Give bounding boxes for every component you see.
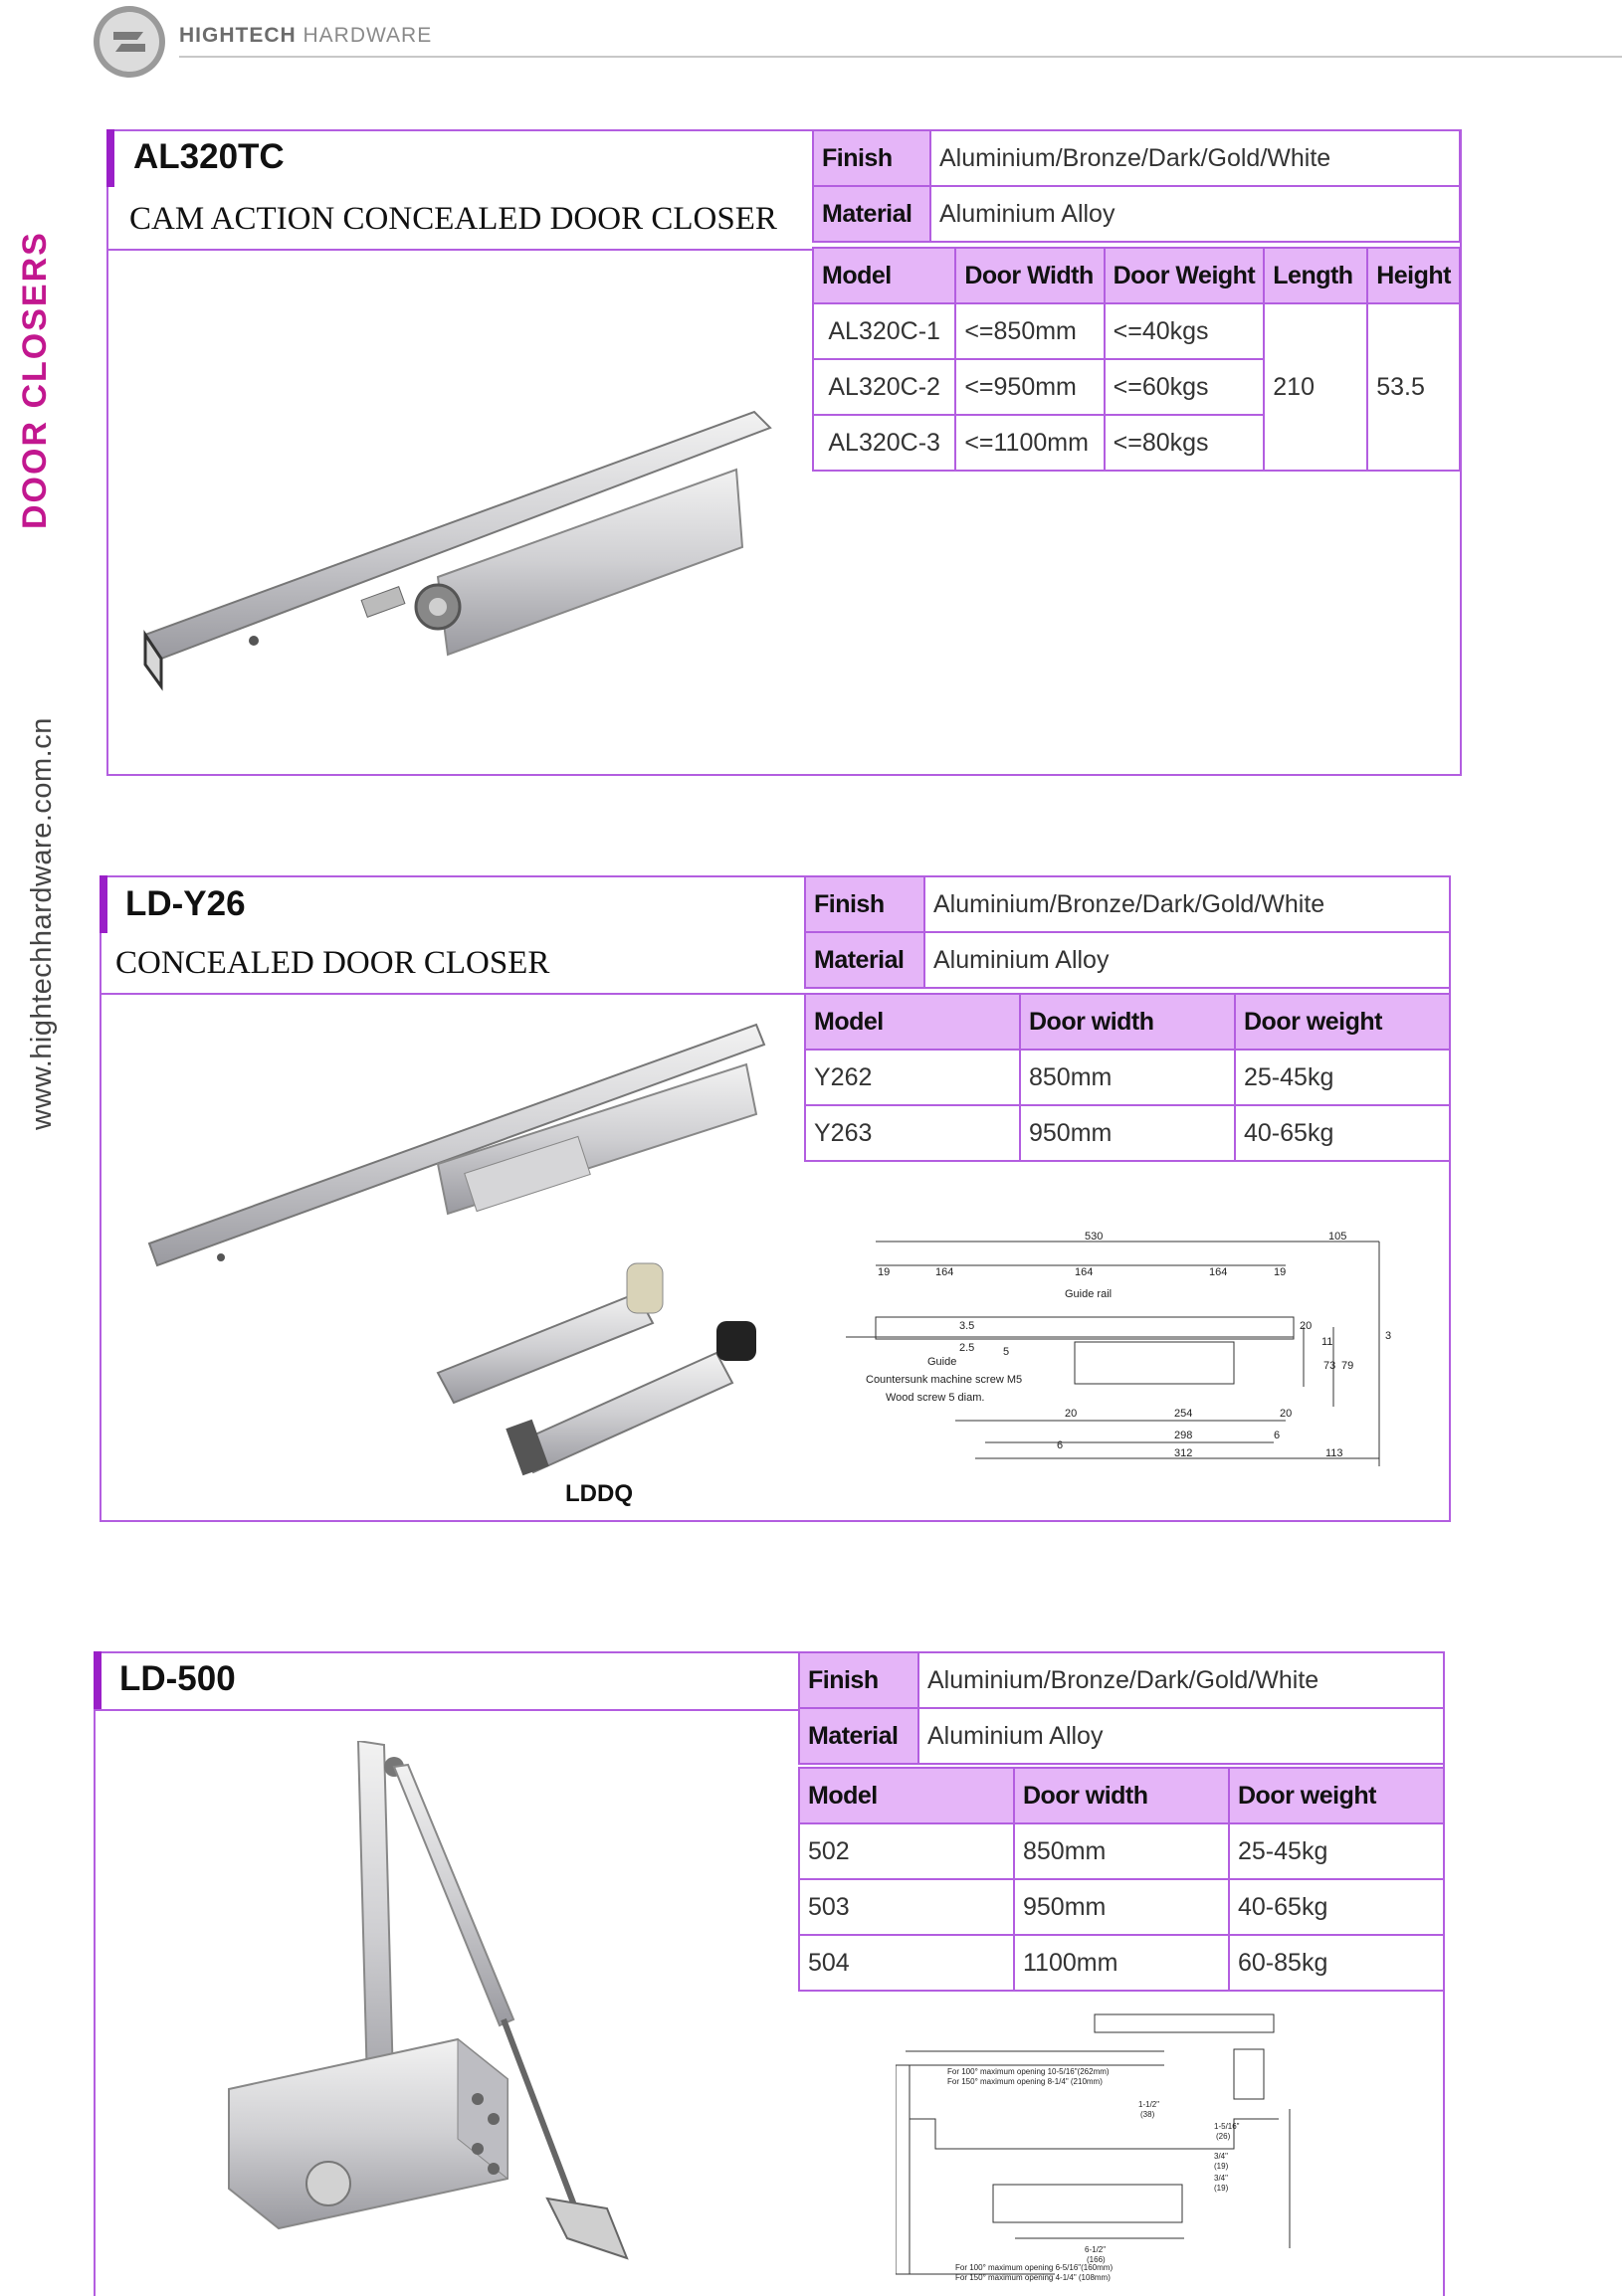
product-subtitle: CONCEALED DOOR CLOSER — [115, 945, 550, 981]
dimension-label: 19 — [1274, 1266, 1287, 1278]
surface-closer-image — [209, 1741, 667, 2278]
finish-value: Aluminium/Bronze/Dark/Gold/White — [930, 130, 1460, 186]
finish-material-table — [812, 129, 1461, 243]
dimension-label: Wood screw 5 diam. — [886, 1392, 985, 1404]
table-cell: 950mm — [1014, 1879, 1229, 1935]
table-cell: 40-65kg — [1229, 1879, 1444, 1935]
accessory-caption: LDDQ — [565, 1480, 633, 1507]
dimension-label: Guide rail — [1065, 1288, 1113, 1300]
drawing-note: For 150° maximum opening 8-1/4" (210mm) — [947, 2077, 1103, 2086]
length-value: 210 — [1264, 303, 1367, 471]
table-cell: 40-65kg — [1235, 1105, 1450, 1161]
table-cell: 850mm — [1020, 1050, 1235, 1105]
dimension-label: 5 — [1003, 1346, 1010, 1358]
dimension-label: 530 — [1085, 1231, 1104, 1243]
material-label: Material — [813, 186, 930, 242]
table-cell: 503 — [799, 1879, 1014, 1935]
column-header: Length — [1264, 248, 1367, 303]
dimension-label: 3.5 — [959, 1320, 975, 1332]
drawing-note: 3/4" — [1214, 2174, 1228, 2183]
drawing-note: (166) — [1087, 2255, 1106, 2264]
material-value: Aluminium Alloy — [918, 1708, 1444, 1764]
dimension-label: 20 — [1065, 1408, 1078, 1420]
material-value: Aluminium Alloy — [924, 932, 1450, 988]
drawing-note: (26) — [1216, 2132, 1231, 2141]
drawing-note: 1-1/2" — [1138, 2100, 1160, 2109]
dimension-label: 105 — [1328, 1231, 1347, 1243]
dimension-label: Guide — [927, 1356, 957, 1368]
table-cell: <=850mm — [955, 303, 1104, 359]
column-header: Door weight — [1235, 994, 1450, 1050]
dimension-label: 73 — [1323, 1360, 1336, 1372]
dimension-label: Countersunk machine screw M5 — [866, 1374, 1023, 1386]
drawing-note: For 150° maximum opening 4-1/4" (108mm) — [955, 2273, 1111, 2282]
column-header: Height — [1367, 248, 1460, 303]
drawing-note: (19) — [1214, 2162, 1229, 2171]
finish-label: Finish — [813, 130, 930, 186]
drawing-note: 1-5/16" — [1214, 2122, 1240, 2131]
specs-table — [812, 247, 1461, 472]
material-label: Material — [805, 932, 924, 988]
dimension-label: 79 — [1341, 1360, 1354, 1372]
dimension-label: 254 — [1174, 1408, 1193, 1420]
dimension-label: 6 — [1274, 1430, 1281, 1441]
dimension-label: 164 — [1075, 1266, 1094, 1278]
table-cell: 60-85kg — [1229, 1935, 1444, 1991]
table-cell: <=1100mm — [955, 415, 1104, 471]
title-accent-bar — [94, 1651, 101, 1709]
column-header: Door weight — [1229, 1768, 1444, 1823]
table-cell: 25-45kg — [1229, 1823, 1444, 1879]
model-title: LD-500 — [119, 1659, 236, 1698]
finish-value: Aluminium/Bronze/Dark/Gold/White — [918, 1652, 1444, 1708]
table-cell: <=40kgs — [1105, 303, 1265, 359]
table-row — [805, 1050, 1450, 1105]
material-label: Material — [799, 1708, 918, 1764]
dimension-label: 2.5 — [959, 1342, 975, 1354]
height-value: 53.5 — [1367, 303, 1460, 471]
door-stopper-image — [418, 1253, 776, 1482]
material-value: Aluminium Alloy — [930, 186, 1460, 242]
specs-table — [798, 1767, 1445, 1992]
finish-material-table — [798, 1651, 1445, 1765]
table-cell: <=950mm — [955, 359, 1104, 415]
section-divider — [94, 1709, 800, 1711]
table-cell: 950mm — [1020, 1105, 1235, 1161]
table-row — [813, 303, 1460, 359]
table-row — [805, 1105, 1450, 1161]
table-cell: Y263 — [805, 1105, 1020, 1161]
category-title: DOOR CLOSERS — [16, 231, 54, 529]
column-header: Model — [813, 248, 955, 303]
drawing-note: 3/4" — [1214, 2152, 1228, 2161]
dimension-label: 19 — [878, 1266, 891, 1278]
dimension-label: 298 — [1174, 1430, 1193, 1441]
website-url: www.hightechhardware.com.cn — [26, 717, 58, 1130]
dimension-label: 20 — [1300, 1320, 1313, 1332]
product-subtitle: CAM ACTION CONCEALED DOOR CLOSER — [129, 201, 777, 237]
table-cell: 502 — [799, 1823, 1014, 1879]
concealed-closer-image — [139, 398, 776, 696]
header-divider — [179, 56, 1622, 58]
finish-label: Finish — [805, 876, 924, 932]
table-row — [799, 1879, 1444, 1935]
finish-material-table — [804, 875, 1451, 989]
model-title: LD-Y26 — [125, 884, 246, 923]
table-cell: AL320C-3 — [813, 415, 955, 471]
title-accent-bar — [106, 129, 114, 187]
dimension-label: 113 — [1325, 1447, 1343, 1459]
column-header: Door Weight — [1105, 248, 1265, 303]
drawing-note: For 100° maximum opening 10-5/16"(262mm) — [947, 2067, 1110, 2076]
table-cell: <=80kgs — [1105, 415, 1265, 471]
table-cell: 1100mm — [1014, 1935, 1229, 1991]
table-cell: Y262 — [805, 1050, 1020, 1105]
concealed-closer-image — [139, 1005, 776, 1293]
ld-y26-dimension-drawing — [836, 1228, 1393, 1476]
dimension-label: 164 — [935, 1266, 954, 1278]
table-cell: <=60kgs — [1105, 359, 1265, 415]
section-divider — [106, 249, 815, 251]
model-title: AL320TC — [133, 137, 285, 176]
table-cell: AL320C-2 — [813, 359, 955, 415]
section-divider — [100, 993, 806, 995]
dimension-label: 312 — [1174, 1447, 1193, 1459]
brand-logo — [92, 4, 167, 80]
table-row — [799, 1823, 1444, 1879]
column-header: Door Width — [955, 248, 1104, 303]
table-cell: 504 — [799, 1935, 1014, 1991]
drawing-note: For 100° maximum opening 6-5/16"(160mm) — [955, 2263, 1114, 2272]
drawing-note: 6-1/2" — [1085, 2245, 1107, 2254]
finish-value: Aluminium/Bronze/Dark/Gold/White — [924, 876, 1450, 932]
dimension-label: 6 — [1057, 1439, 1064, 1451]
brand-name: HIGHTECH HARDWARE — [179, 24, 433, 47]
column-header: Door width — [1020, 994, 1235, 1050]
dimension-label: 164 — [1209, 1266, 1228, 1278]
column-header: Door width — [1014, 1768, 1229, 1823]
finish-label: Finish — [799, 1652, 918, 1708]
specs-table — [804, 993, 1451, 1162]
table-row — [799, 1935, 1444, 1991]
ld-500-dimension-drawing — [896, 2009, 1343, 2288]
dimension-label: 3 — [1385, 1330, 1392, 1342]
table-cell: 25-45kg — [1235, 1050, 1450, 1105]
column-header: Model — [805, 994, 1020, 1050]
drawing-note: (19) — [1214, 2184, 1229, 2193]
dimension-label: 20 — [1280, 1408, 1293, 1420]
column-header: Model — [799, 1768, 1014, 1823]
table-cell: 850mm — [1014, 1823, 1229, 1879]
dimension-label: 11 — [1321, 1336, 1333, 1348]
table-cell: AL320C-1 — [813, 303, 955, 359]
drawing-note: (38) — [1140, 2110, 1155, 2119]
title-accent-bar — [100, 875, 107, 933]
